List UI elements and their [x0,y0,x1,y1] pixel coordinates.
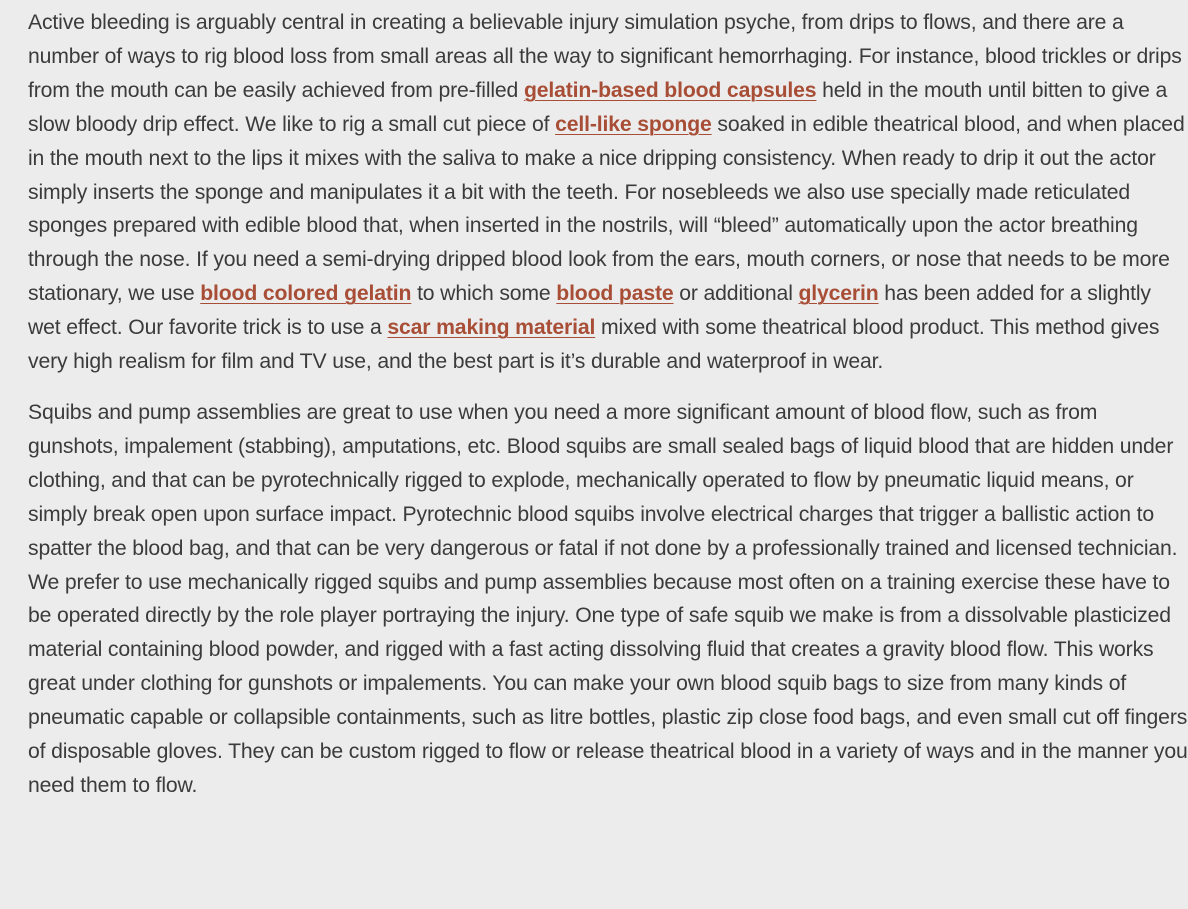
link-glycerin[interactable]: glycerin [798,282,879,306]
article-body [28,6,1188,820]
link-blood-paste[interactable]: blood paste [556,282,674,306]
paragraph-text: held in the mouth until bitten to give a slow bloody drip effect. We like to rig a small cut piece of [28,78,1168,136]
paragraph-text: Active bleeding is arguably central in creating a believable injury simulation psyche, from drips to flows, and there are a number of ways to rig blood loss from small areas all the way to significant hemorrhaging. For instance, blood trickles or drips from the mouth can be easily achieved from pre-filled [28,11,1182,102]
paragraph-text: has been added for a slightly wet effect. Our favorite trick is to use a [28,282,1151,340]
link-gelatin-based-blood-capsules[interactable]: gelatin-based blood capsules [523,78,817,102]
paragraph-text: soaked in edible theatrical blood, and when placed in the mouth next to the lips it mixes with the saliva to make a nice dripping consistency. When ready to drip it out the actor simply inserts the sponge and manipulates it a bit with the teeth. For nosebleeds we also use specially made reticulated sponges prepared with edible blood that, when inserted in the nostrils, will “bleed” automatically upon the actor breathing through the nose. If you need a semi-drying dripped blood look from the ears, mouth corners, or nose that needs to be more stationary, we use [28,112,1185,306]
link-blood-colored-gelatin[interactable]: blood colored gelatin [200,282,412,306]
article-paragraph [28,6,1188,379]
link-cell-like-sponge[interactable]: cell-like sponge [555,112,712,136]
paragraph-text: mixed with some theatrical blood product. This method gives very high realism for film and TV use, and the best part is it’s durable and waterproof in wear. [28,316,1160,374]
paragraph-text: to which some [411,282,557,306]
paragraph-text: or additional [673,282,799,306]
article-paragraph [28,396,1188,803]
paragraph-text: Squibs and pump assemblies are great to use when you need a more significant amount of blood flow, such as from gunshots, impalement (stabbing), amputations, etc. Blood squibs are small sealed bags of liquid blood that are hidden under clothing, and that can be pyrotechnically rigged to explode, mechanically operated to flow by pneumatic liquid means, or simply break open upon surface impact. Pyrotechnic blood squibs involve electrical charges that trigger a ballistic action to spatter the blood bag, and that can be very dangerous or fatal if not done by a professionally trained and licensed technician. We prefer to use mechanically rigged squibs and pump assemblies because most often on a training exercise these have to be operated directly by the role player portraying the injury. One type of safe squib we make is from a dissolvable plasticized material containing blood powder, and rigged with a fast acting dissolving fluid that creates a gravity blood flow. This works great under clothing for gunshots or impalements. You can make your own blood squib bags to size from many kinds of pneumatic capable or collapsible containments, such as litre bottles, plastic zip close food bags, and even small cut off fingers of disposable gloves. They can be custom rigged to flow or release theatrical blood in a variety of ways and in the manner you need them to flow. [28,400,1188,797]
link-scar-making-material[interactable]: scar making material [387,316,596,340]
